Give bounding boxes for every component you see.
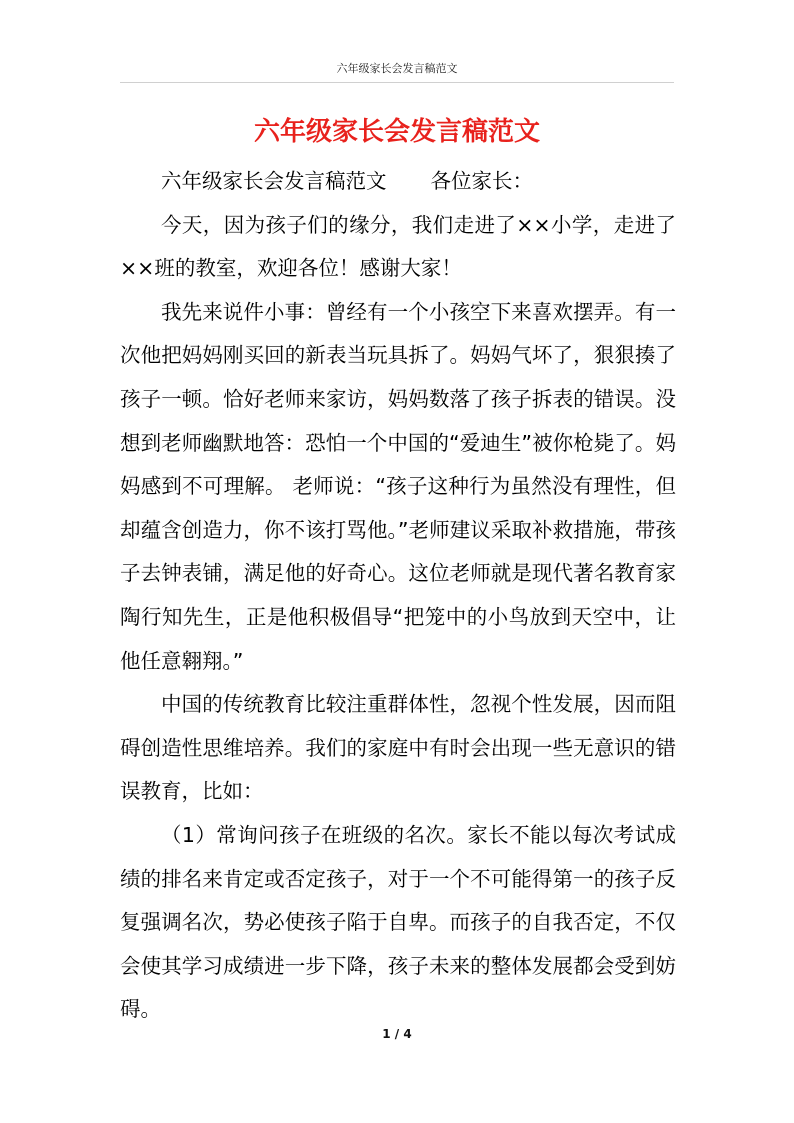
intro-title: 六年级家长会发言稿范文 (161, 169, 387, 193)
running-header: 六年级家长会发言稿范文 (336, 62, 458, 75)
paragraph-tradition: 中国的传统教育比较注重群体性，忽视个性发展，因而阻碍创造性思维培养。我们的家庭中有时会出现一些无意识的错误教育，比如： (120, 692, 676, 804)
page-number: 1 / 4 (382, 1027, 412, 1041)
intro-line (120, 160, 676, 204)
header-divider (120, 82, 674, 83)
paragraph-welcome: 今天，因为孩子们的缘分，我们走进了××小学，走进了××班的教室，欢迎各位！感谢大家！ (120, 212, 676, 281)
document-title: 六年级家长会发言稿范文 (253, 117, 540, 147)
document-body (120, 160, 676, 1032)
paragraph-point-1: （1）常询问孩子在班级的名次。家长不能以每次考试成绩的排名来肯定或否定孩子，对于一个不可能得第一的孩子反复强调名次，势必使孩子陷于自卑。而孩子的自我否定，不仅会使其学习成绩进一步下降，孩子未来的整体发展都会受到妨碍。 (120, 822, 676, 1022)
paragraph-anecdote: 我先来说件小事：曾经有一个小孩空下来喜欢摆弄。有一次他把妈妈刚买回的新表当玩具拆了。妈妈气坏了，狠狠揍了孩子一顿。恰好老师来家访，妈妈数落了孩子拆表的错误。没想到老师幽默地答：恐怕一个中国的“爱迪生”被你枪毙了。妈妈感到不可理解。 老师说：“孩子这种行为虽然没有理性，但却蕴含创造力，你不该打骂他。”老师建议采取补救措施，带孩子去钟表铺，满足他的好奇心。这位老师就是现代著名教育家陶行知先生，正是他积极倡导“把笼中的小鸟放到天空中，让他任意翱翔。” (120, 299, 676, 673)
greeting: 各位家长： (430, 169, 533, 193)
